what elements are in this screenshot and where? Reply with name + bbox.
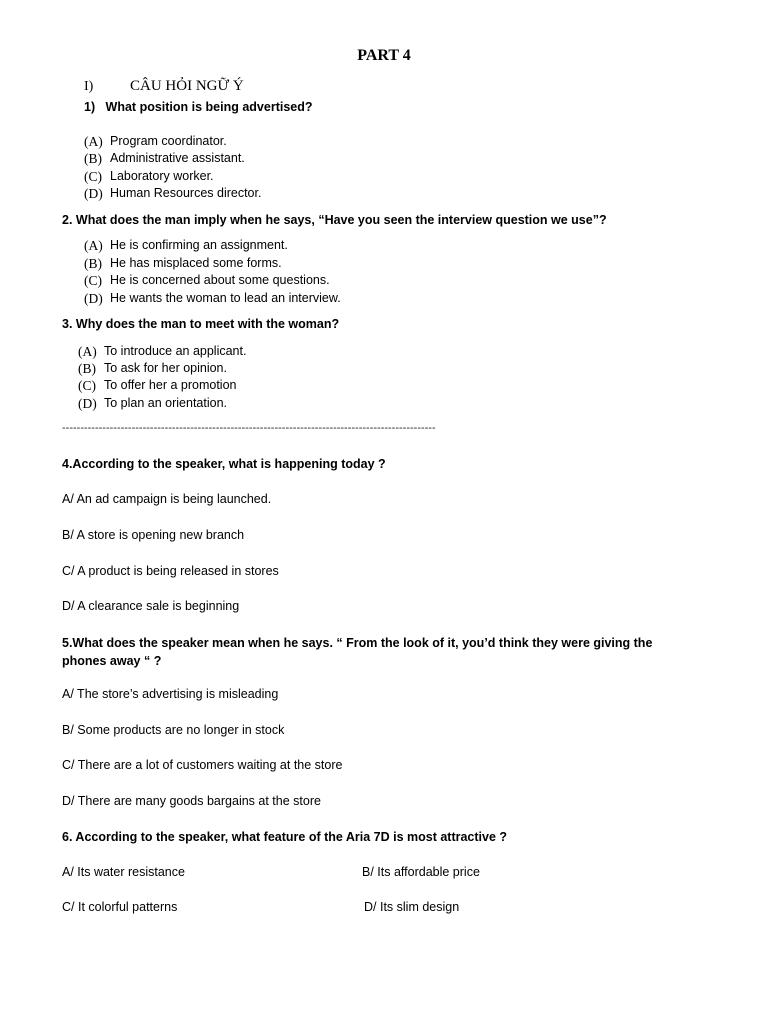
option-letter: (C): [84, 169, 102, 184]
option-letter: (B): [84, 256, 102, 271]
option-letter: (D): [84, 291, 103, 306]
option-text: Laboratory worker.: [110, 169, 214, 183]
option-text: Program coordinator.: [110, 134, 227, 148]
q1-option-d: [84, 186, 261, 202]
q5-option-d: D/ There are many goods bargains at the store: [62, 794, 321, 808]
q5-option-c: C/ There are a lot of customers waiting at the store: [62, 758, 343, 772]
question-1-text: What position is being advertised?: [105, 100, 313, 114]
q4-option-d: D/ A clearance sale is beginning: [62, 599, 240, 613]
option-text: He is concerned about some questions.: [110, 273, 330, 287]
q2-option-b: [84, 256, 282, 272]
option-text: He is confirming an assignment.: [110, 238, 288, 252]
option-text: To offer her a promotion: [104, 378, 237, 392]
q3-option-d: [78, 396, 227, 412]
option-letter: (C): [84, 273, 102, 288]
option-letter: (B): [78, 361, 96, 376]
option-text: To introduce an applicant.: [104, 344, 247, 358]
q3-option-a: [78, 344, 246, 360]
option-letter: (A): [84, 238, 103, 253]
q1-option-a: [84, 134, 227, 150]
section-number: I): [84, 79, 94, 94]
q2-option-d: [84, 291, 341, 307]
question-4-text: 4.According to the speaker, what is happening today ?: [62, 457, 386, 471]
q6-option-c: C/ It colorful patterns: [62, 900, 178, 914]
option-text: He wants the woman to lead an interview.: [110, 291, 341, 305]
option-letter: (B): [84, 151, 102, 166]
section-title: CÂU HỎI NGỮ Ý: [130, 78, 244, 94]
q1-option-b: [84, 151, 245, 167]
q2-option-a: [84, 238, 288, 254]
q6-option-d: D/ Its slim design: [364, 900, 460, 914]
option-letter: (A): [78, 344, 97, 359]
page-title: PART 4: [357, 47, 411, 64]
q3-option-b: [78, 361, 227, 377]
q3-option-c: [78, 378, 236, 394]
q5-option-a: A/ The store’s advertising is misleading: [62, 687, 279, 701]
option-letter: (C): [78, 378, 96, 393]
option-text: To plan an orientation.: [104, 396, 228, 410]
q6-option-a: A/ Its water resistance: [62, 865, 185, 879]
question-6-text: 6. According to the speaker, what feature of the Aria 7D is most attractive ?: [62, 830, 508, 844]
q5-option-b: B/ Some products are no longer in stock: [62, 723, 285, 737]
q4-option-b: B/ A store is opening new branch: [62, 528, 245, 542]
question-5-text: 5.What does the speaker mean when he says. “ From the look of it, you’d think they were giving the phones away “ ?: [62, 636, 653, 668]
q4-option-a: A/ An ad campaign is being launched.: [62, 492, 272, 506]
q6-option-b: B/ Its affordable price: [362, 865, 480, 879]
q4-option-c: C/ A product is being released in stores: [62, 564, 279, 578]
option-letter: (D): [84, 186, 103, 201]
dashed-divider: ------------------------------------------------------------------------------------------------------: [62, 422, 436, 434]
option-letter: (D): [78, 396, 97, 411]
question-1: [84, 100, 313, 114]
q1-option-c: [84, 169, 214, 185]
question-1-number: 1): [84, 100, 96, 114]
q2-option-c: [84, 273, 330, 289]
option-text: Human Resources director.: [110, 186, 262, 200]
question-2-text: 2. What does the man imply when he says, “Have you seen the interview question we use”?: [62, 213, 607, 227]
option-text: He has misplaced some forms.: [110, 256, 282, 270]
option-letter: (A): [84, 134, 103, 149]
question-3-text: 3. Why does the man to meet with the woman?: [62, 317, 340, 331]
option-text: Administrative assistant.: [110, 151, 245, 165]
option-text: To ask for her opinion.: [104, 361, 227, 375]
